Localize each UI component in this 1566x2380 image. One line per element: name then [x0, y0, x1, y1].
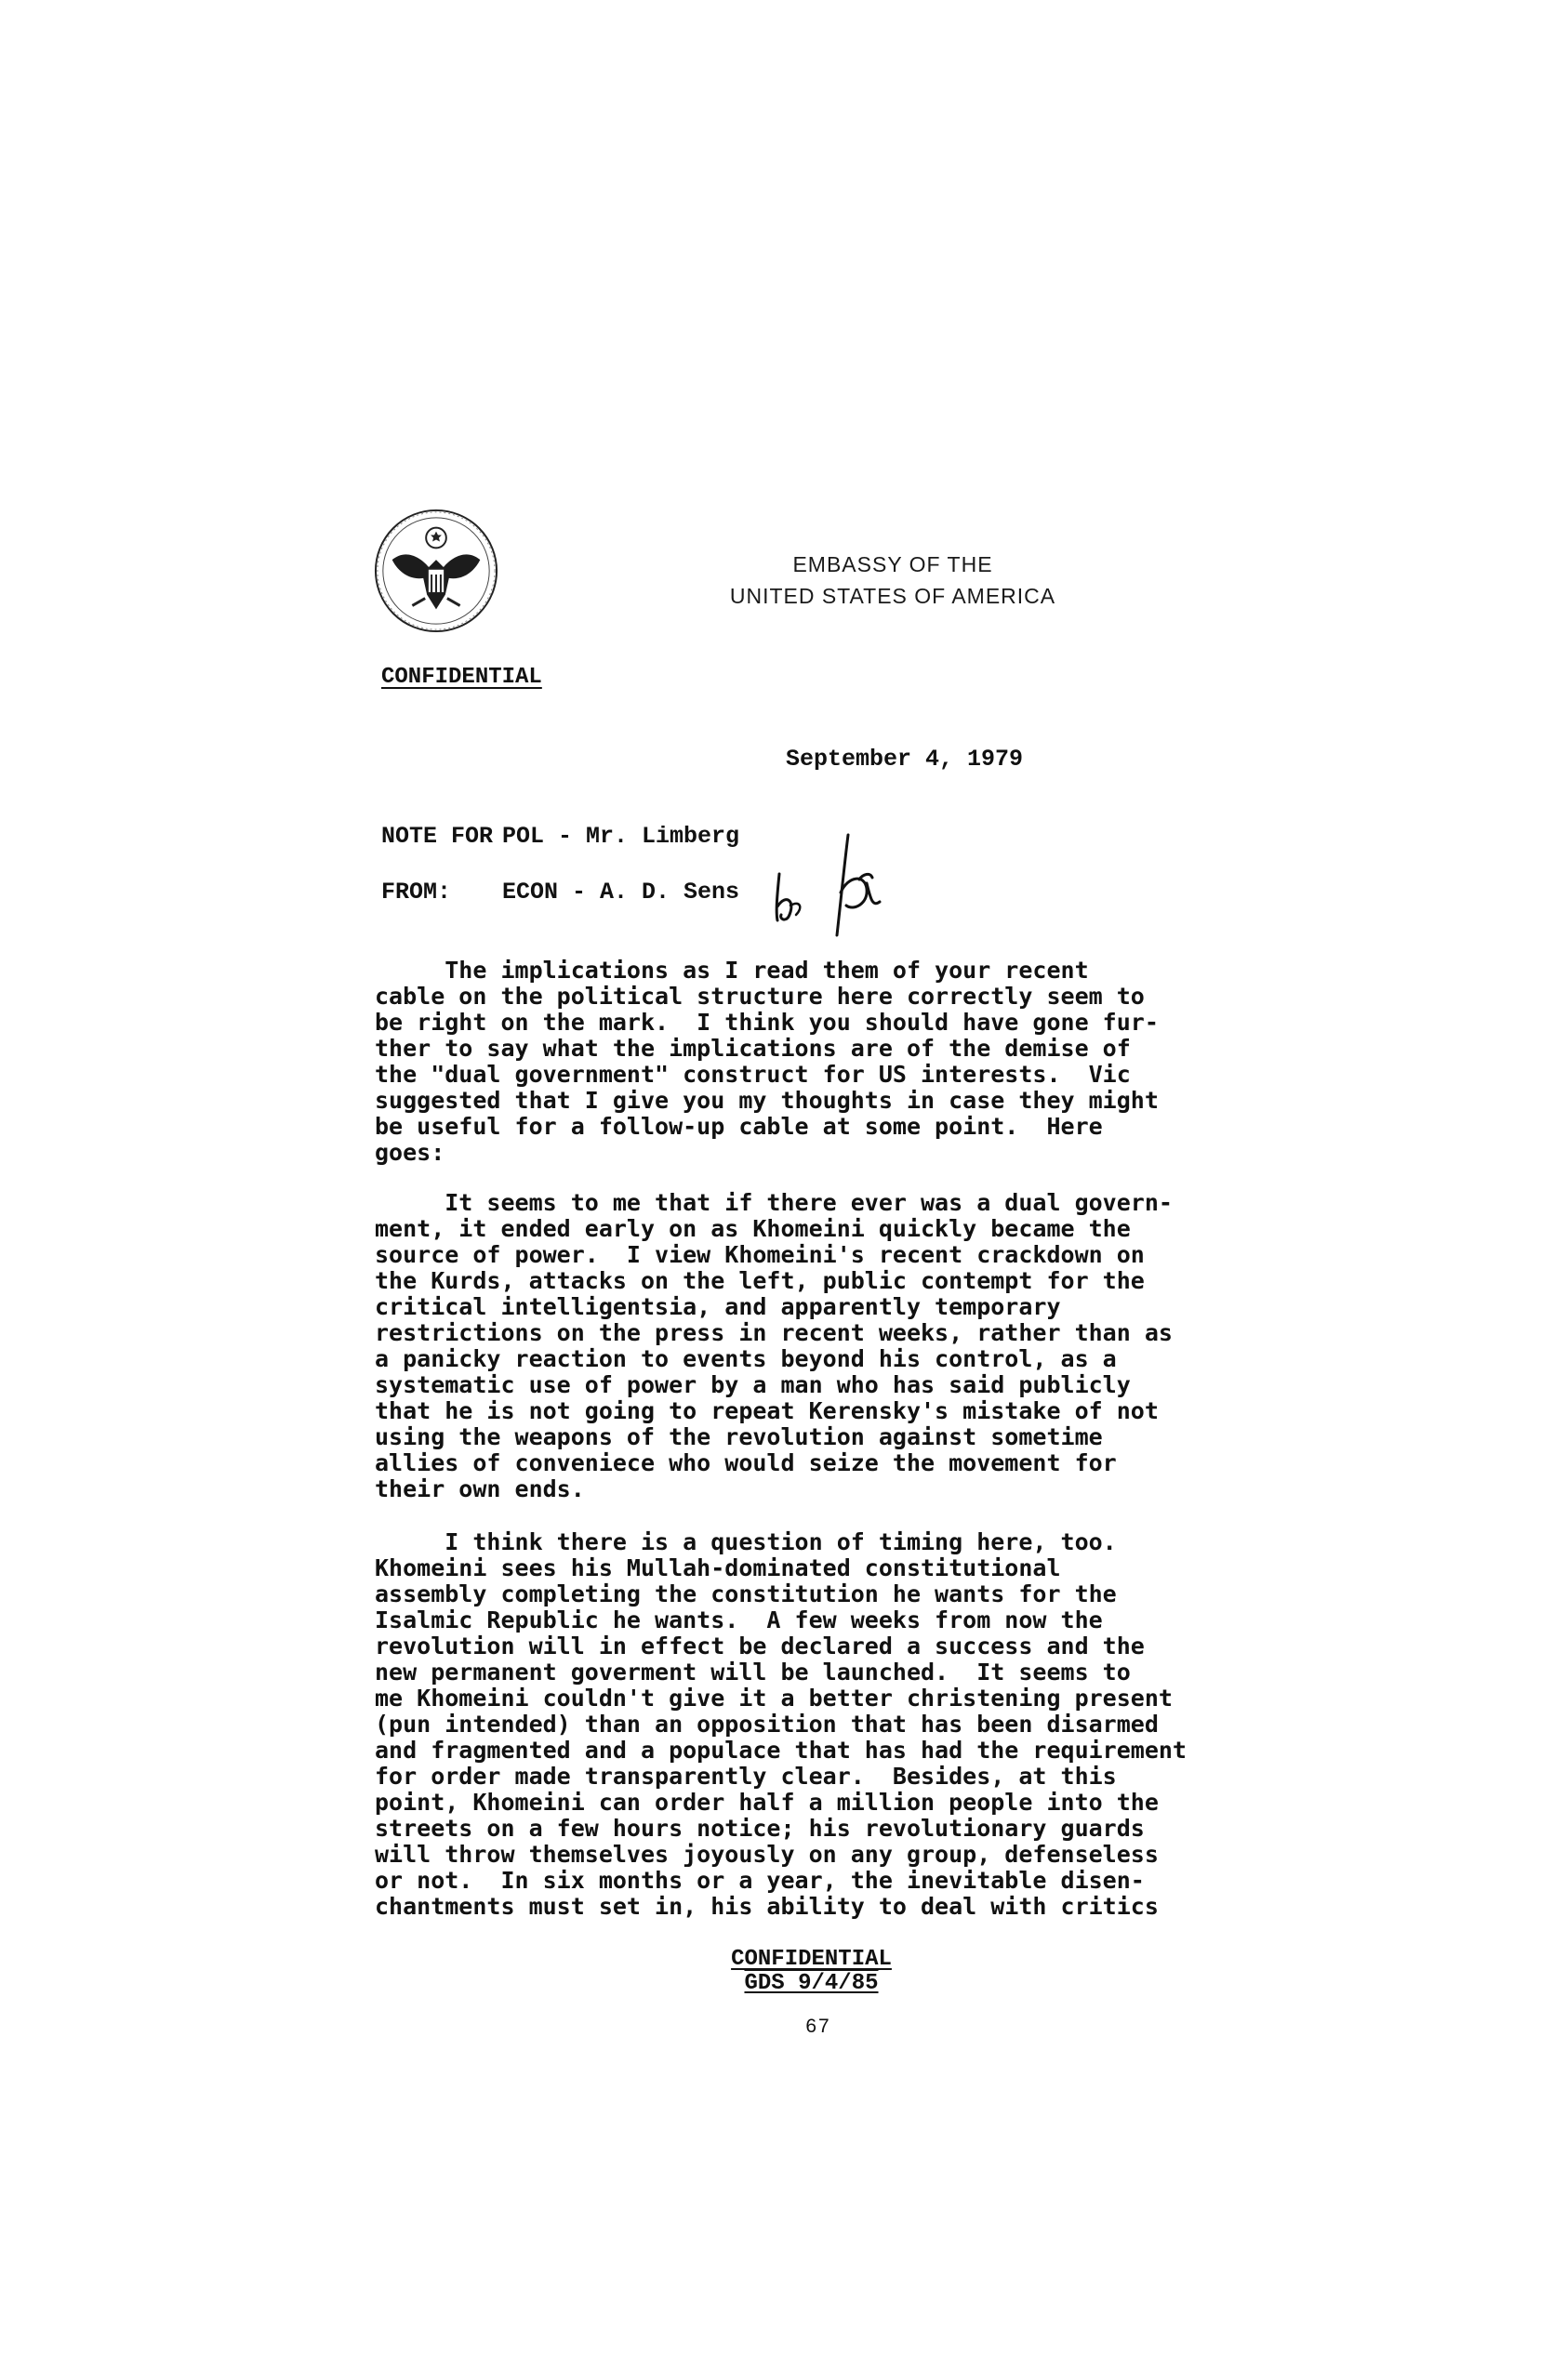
handwritten-initials-signature [763, 818, 902, 939]
from-sender: ECON - A. D. Sens [502, 879, 740, 906]
declassification-schedule: GDS 9/4/85 [744, 1971, 879, 1996]
from-line [381, 879, 739, 906]
note-for-label: NOTE FOR [381, 823, 494, 850]
paragraph-1: The implications as I read them of your recent cable on the political structure here correctly seem to be right on the mark. I think you should have gone fur- ther to say what the implications are of the demise of the "dual government" construct for US interests. Vic suggested that I give you my thoughts in case they might be useful for a follow-up cable at some point. Here goes: [375, 957, 1159, 1166]
from-label: FROM: [381, 879, 452, 906]
great-seal-icon [372, 507, 500, 635]
letterhead-line-2: UNITED STATES OF AMERICA [729, 584, 1056, 608]
classification-footer [716, 1948, 907, 1996]
memo-date: September 4, 1979 [786, 746, 1024, 773]
note-for-recipient: POL - Mr. Limberg [502, 823, 740, 850]
paragraph-3: I think there is a question of timing here, too. Khomeini sees his Mullah-dominated constitutional assembly completing the constitution he wants for the Isalmic Republic he wants. A few weeks from now the revolution will in effect be declared a success and the new permanent goverment will be launched. It seems to me Khomeini couldn't give it a better christening present (pun intended) than an opposition that has been disarmed and fragmented and a populace that has had the requirement for order made transparently clear. Besides, at this point, Khomeini can order half a million people into the streets on a few hours notice; his revolutionary guards will throw themselves joyously on any group, defenseless or not. In six months or a year, the inevitable disen- chantments must set in, his ability to deal with critics [375, 1528, 1187, 1920]
classification-footer-label: CONFIDENTIAL [731, 1947, 892, 1972]
note-for-line [381, 823, 739, 850]
letterhead-line-1: EMBASSY OF THE [792, 552, 993, 576]
letterhead [651, 549, 1135, 612]
paragraph-2: It seems to me that if there ever was a dual govern- ment, it ended early on as Khomeini quickly became the source of power. I view Khomeini's recent crackdown on the Kurds, attacks on the left, public contempt for the critical intelligentsia, and apparently temporary restrictions on the press in recent weeks, rather than as a panicky reaction to events beyond his control, as a systematic use of power by a man who has said publicly that he is not going to repeat Kerensky's mistake of not using the weapons of the revolution against sometime allies of conveniece who would seize the movement for their own ends. [375, 1189, 1173, 1502]
page-number: 67 [805, 2016, 831, 2037]
classification-header: CONFIDENTIAL [381, 665, 542, 690]
